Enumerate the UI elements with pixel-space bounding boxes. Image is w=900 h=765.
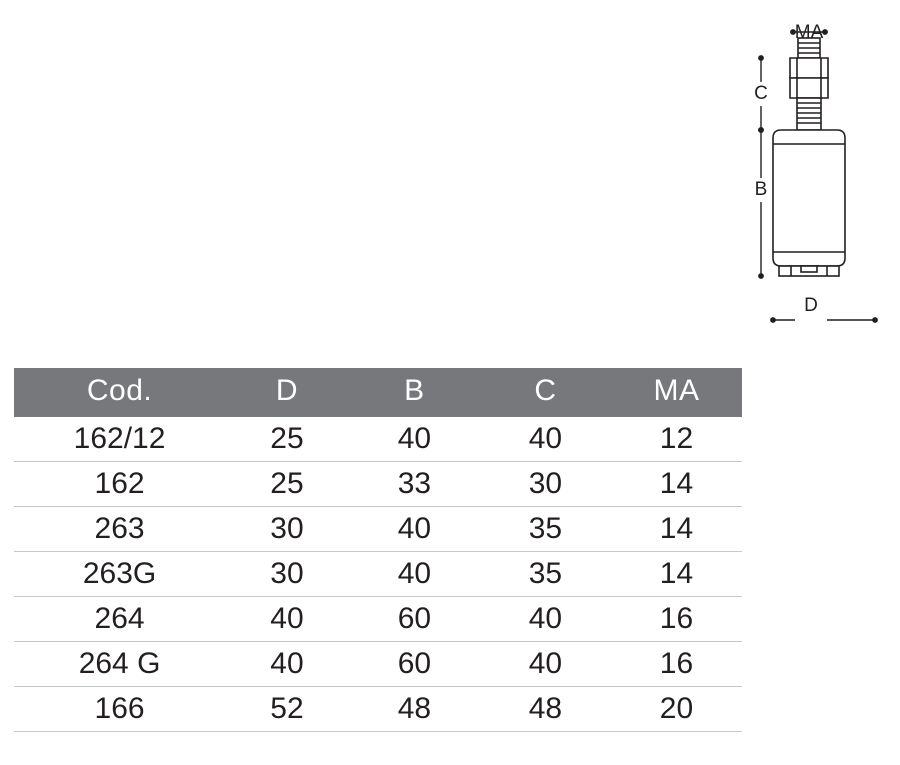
cell-d: 30 [225, 552, 349, 597]
product-technical-drawing [735, 20, 895, 340]
dim-label-d: D [804, 295, 818, 316]
cell-cod: 264 G [14, 642, 225, 687]
cell-d: 25 [225, 462, 349, 507]
cell-cod: 166 [14, 687, 225, 732]
cell-d: 25 [225, 417, 349, 462]
cell-cod: 162 [14, 462, 225, 507]
cell-b: 40 [349, 507, 480, 552]
cell-d: 30 [225, 507, 349, 552]
cell-b: 40 [349, 417, 480, 462]
table-row [14, 642, 742, 687]
table-header [14, 368, 742, 417]
cell-c: 48 [480, 687, 611, 732]
column-header-c: C [480, 368, 611, 417]
cell-c: 40 [480, 597, 611, 642]
table-row [14, 687, 742, 732]
table-row [14, 417, 742, 462]
column-header-b: B [349, 368, 480, 417]
cell-c: 30 [480, 462, 611, 507]
cell-ma: 16 [611, 597, 742, 642]
cell-c: 40 [480, 642, 611, 687]
dim-label-ma: MA [794, 21, 824, 43]
cell-c: 35 [480, 507, 611, 552]
cell-c: 40 [480, 417, 611, 462]
table-header-row [14, 368, 742, 417]
cell-ma: 16 [611, 642, 742, 687]
column-header-d: D [225, 368, 349, 417]
cell-b: 33 [349, 462, 480, 507]
cell-cod: 263 [14, 507, 225, 552]
cell-cod: 162/12 [14, 417, 225, 462]
cell-b: 40 [349, 552, 480, 597]
table-row [14, 462, 742, 507]
cell-cod: 264 [14, 597, 225, 642]
table-row [14, 507, 742, 552]
table-row [14, 597, 742, 642]
cell-ma: 14 [611, 462, 742, 507]
cell-ma: 14 [611, 552, 742, 597]
table-body [14, 417, 742, 732]
dim-label-b: B [754, 179, 768, 201]
cell-d: 52 [225, 687, 349, 732]
table-row [14, 552, 742, 597]
cell-cod: 263G [14, 552, 225, 597]
cell-ma: 12 [611, 417, 742, 462]
dim-label-c: C [754, 83, 768, 105]
cell-b: 48 [349, 687, 480, 732]
specification-table [14, 368, 742, 732]
cell-b: 60 [349, 642, 480, 687]
leveling-foot-drawing [735, 20, 895, 340]
cell-c: 35 [480, 552, 611, 597]
cell-d: 40 [225, 597, 349, 642]
cell-b: 60 [349, 597, 480, 642]
cell-ma: 20 [611, 687, 742, 732]
column-header-cod: Cod. [14, 368, 225, 417]
cell-d: 40 [225, 642, 349, 687]
cell-ma: 14 [611, 507, 742, 552]
column-header-ma: MA [611, 368, 742, 417]
